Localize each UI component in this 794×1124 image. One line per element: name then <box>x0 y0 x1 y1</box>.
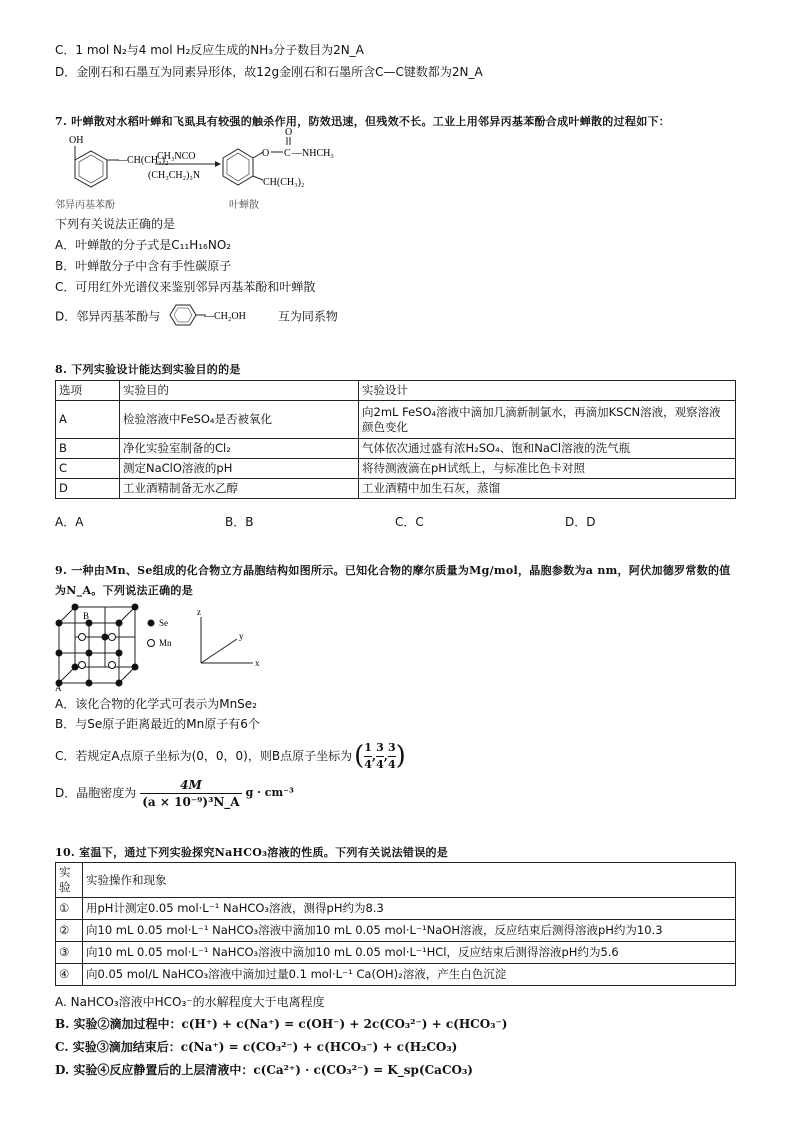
frac-num: 1 <box>364 740 372 754</box>
mn-legend-icon <box>148 640 155 647</box>
table-cell: D <box>56 479 120 499</box>
legend-se: Se <box>159 618 168 628</box>
crystal-cell-diagram <box>55 603 275 691</box>
q7-option-a: A．叶蝉散的分子式是C₁₁H₁₆NO₂ <box>55 238 232 252</box>
table-row <box>56 964 736 986</box>
q9-option-b: B．与Se原子距离最近的Mn原子有6个 <box>55 717 260 731</box>
frac-den: (a × 10⁻⁹)³N_A <box>142 794 240 809</box>
table-cell: 工业酒精制备无水乙醇 <box>120 479 359 499</box>
table-row <box>56 898 736 920</box>
table-cell: B <box>56 439 120 459</box>
q7-d-sub: —CH₂OH <box>204 311 246 322</box>
q9-stem-line2: 为N_A。下列说法正确的是 <box>55 584 193 597</box>
frac-den: 4 <box>376 757 384 771</box>
q9-d-pre: D．晶胞密度为 <box>55 786 137 800</box>
q7-option-c: C．可用红外光谱仪来鉴别邻异丙基苯酚和叶蝉散 <box>55 280 316 294</box>
table-cell: ① <box>56 898 83 920</box>
reactant-sub-label: —CH(CH₃)₂ <box>117 155 169 166</box>
table-row <box>56 459 736 479</box>
table-cell: 用pH计测定0.05 mol·L⁻¹ NaHCO₃溶液，测得pH约为8.3 <box>83 898 736 920</box>
q8-table <box>55 380 736 499</box>
table-header-cell: 选项 <box>56 381 120 401</box>
table-cell: 向10 mL 0.05 mol·L⁻¹ NaHCO₃溶液中滴加10 mL 0.05 mol·L⁻¹NaOH溶液，反应结束后测得溶液pH约为10.3 <box>83 920 736 942</box>
q9-d-unit: g · cm⁻³ <box>245 786 294 799</box>
benzyl-alcohol-structure <box>164 303 274 327</box>
table-header-cell: 实验操作和现象 <box>83 863 736 898</box>
prev-option-d: D．金刚石和石墨互为同素异形体，故12g金刚石和石墨所含C—C键数都为2N_A <box>55 65 483 79</box>
table-row <box>56 942 736 964</box>
q7-stem: 7. 叶蝉散对水稻叶蝉和飞虱具有较强的触杀作用，防效迅速，但残效不长。工业上用邻异丙基苯酚合成叶蝉散的过程如下： <box>55 115 671 128</box>
paren-open: ( <box>354 741 365 771</box>
reagent-bottom: (CH₃CH₂)₃N <box>148 170 201 181</box>
table-cell: ② <box>56 920 83 942</box>
density-fraction <box>140 777 241 810</box>
q9-c-pre: C．若规定A点原子坐标为(0，0，0)，则B点原子坐标为 <box>55 749 353 763</box>
q7-d-pre: D．邻异丙基苯酚与 <box>55 309 161 324</box>
table-cell: 向2mL FeSO₄溶液中滴加几滴新制氯水，再滴加KSCN溶液，观察溶液颜色变化 <box>359 401 736 439</box>
table-row <box>56 479 736 499</box>
table-cell: ④ <box>56 964 83 986</box>
axis-y: y <box>239 631 244 641</box>
table-cell: 向0.05 mol/L NaHCO₃溶液中滴加过量0.1 mol·L⁻¹ Ca(OH)₂溶液，产生白色沉淀 <box>83 964 736 986</box>
product-benzene-ring <box>223 149 263 185</box>
q8-stem: 8. 下列实验设计能达到实验目的的是 <box>55 363 241 376</box>
legend-mn: Mn <box>159 638 172 648</box>
q9-option-c <box>55 736 406 776</box>
q10-option-d: D. 实验④反应静置后的上层清液中：c(Ca²⁺) · c(CO₃²⁻) = K_sp(CaCO₃) <box>55 1063 473 1077</box>
comma: , <box>383 749 388 763</box>
q7-question: 下列有关说法正确的是 <box>55 217 176 231</box>
product-sub-bottom: CH(CH₃)₂ <box>263 177 305 188</box>
table-cell: 测定NaClO溶液的pH <box>120 459 359 479</box>
q10-table <box>55 862 736 986</box>
table-cell: 检验溶液中FeSO₄是否被氧化 <box>120 401 359 439</box>
axis-x: x <box>255 658 260 668</box>
label-a: A <box>55 683 62 693</box>
reactant-benzene-ring <box>75 146 119 187</box>
product-o2-label: O <box>285 127 293 138</box>
product-sub-top: —NHCH₃ <box>292 148 334 159</box>
q7-d-post: 互为同系物 <box>277 309 338 324</box>
label-b: B <box>83 611 90 621</box>
label-reactant: 邻异丙基苯酚 <box>55 200 115 211</box>
q9-option-d <box>55 775 294 811</box>
q7-reaction-diagram <box>55 127 385 212</box>
table-header-row <box>56 381 736 401</box>
table-header-cell: 实验设计 <box>359 381 736 401</box>
q10-stem: 10. 室温下，通过下列实验探究NaHCO₃溶液的性质。下列有关说法错误的是 <box>55 846 449 859</box>
se-legend-icon <box>148 620 155 627</box>
reactant-oh-label: OH <box>69 135 84 146</box>
table-cell: A <box>56 401 120 439</box>
table-cell: 气体依次通过盛有浓H₂SO₄、饱和NaCl溶液的洗气瓶 <box>359 439 736 459</box>
table-header-row <box>56 863 736 898</box>
frac-num: 3 <box>376 740 384 754</box>
frac-num: 3 <box>387 740 396 754</box>
q8-option-c: C．C <box>395 515 424 529</box>
axis-z: z <box>197 607 201 617</box>
q8-option-b: B．B <box>225 515 254 529</box>
q7-option-b: B．叶蝉散分子中含有手性碳原子 <box>55 259 232 273</box>
q8-option-d: D．D <box>565 515 596 529</box>
q10-option-b: B. 实验②滴加过程中：c(H⁺) + c(Na⁺) = c(OH⁻) + 2c(CO₃²⁻) + c(HCO₃⁻) <box>55 1017 508 1031</box>
table-cell: 向10 mL 0.05 mol·L⁻¹ NaHCO₃溶液中滴加10 mL 0.05 mol·L⁻¹HCl，反应结束后测得溶液pH约为5.6 <box>83 942 736 964</box>
prev-option-c: C．1 mol N₂与4 mol H₂反应生成的NH₃分子数目为2N_A <box>55 43 364 57</box>
frac-num: 4M <box>180 777 202 792</box>
table-header-cell: 实验目的 <box>120 381 359 401</box>
table-cell: 将待测液滴在pH试纸上，与标准比色卡对照 <box>359 459 736 479</box>
reagent-top: CH₃NCO <box>157 151 196 162</box>
q8-option-a: A．A <box>55 515 84 529</box>
frac-2 <box>376 740 384 773</box>
q10-option-a: A. NaHCO₃溶液中HCO₃⁻的水解程度大于电离程度 <box>55 995 325 1009</box>
table-row <box>56 920 736 942</box>
label-product: 叶蝉散 <box>229 200 259 211</box>
table-row <box>56 439 736 459</box>
frac-3 <box>388 740 396 773</box>
q9-option-a: A．该化合物的化学式可表示为MnSe₂ <box>55 697 257 711</box>
product-o-label: O <box>262 148 270 159</box>
frac-den: 4 <box>364 757 372 771</box>
table-row <box>56 401 736 439</box>
table-cell: 净化实验室制备的Cl₂ <box>120 439 359 459</box>
q9-stem-line1: 9. 一种由Mn、Se组成的化合物立方晶胞结构如图所示。已知化合物的摩尔质量为Mg/mol，晶胞参数为a nm，阿伏加德罗常数的值 <box>55 564 731 577</box>
table-cell: C <box>56 459 120 479</box>
q7-option-d <box>55 305 338 329</box>
table-cell: ③ <box>56 942 83 964</box>
q10-option-c: C. 实验③滴加结束后：c(Na⁺) = c(CO₃²⁻) + c(HCO₃⁻) + c(H₂CO₃) <box>55 1040 458 1054</box>
paren-close: ) <box>395 741 406 771</box>
comma: , <box>371 749 377 763</box>
frac-den: 4 <box>387 757 396 771</box>
product-c-label: C <box>284 148 291 159</box>
frac-1 <box>364 740 372 773</box>
table-cell: 工业酒精中加生石灰，蒸馏 <box>359 479 736 499</box>
table-header-cell: 实验 <box>56 863 83 898</box>
